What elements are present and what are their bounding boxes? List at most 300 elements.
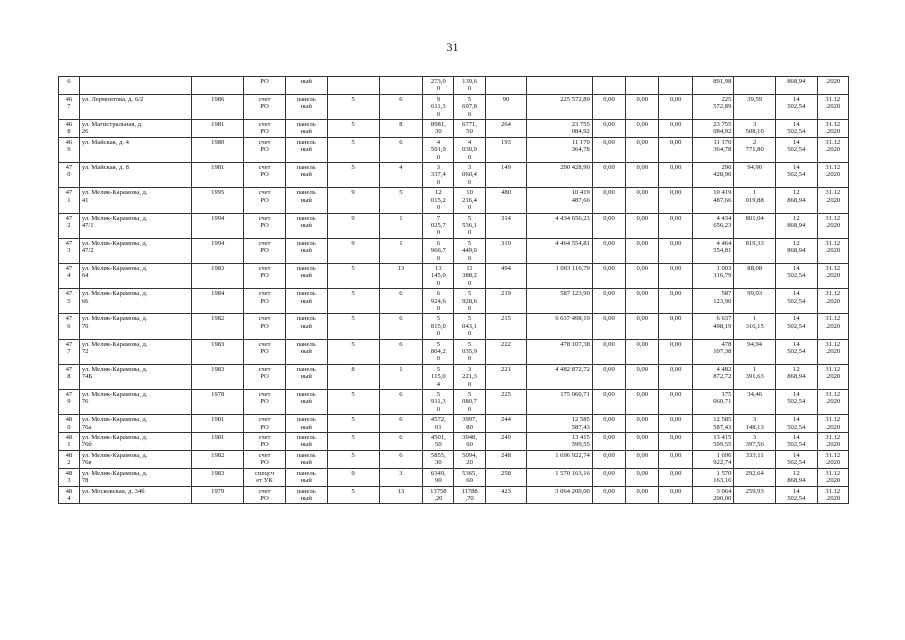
cell-entrances: 6 <box>379 390 423 415</box>
cell-total-area: 6349, 90 <box>423 468 454 486</box>
cell-total-area: 5855, 30 <box>423 450 454 468</box>
cell-residents: 222 <box>485 339 527 364</box>
cell-cost-owners: 11 170 364,78 <box>692 137 734 162</box>
cell-residents: 90 <box>485 94 527 119</box>
cell-total-cost: 587 123,90 <box>527 289 593 314</box>
cell-entrances: 6 <box>379 314 423 339</box>
cell-cost-fund-b: 0,00 <box>626 289 659 314</box>
cell-year-built: 1983 <box>192 339 244 364</box>
cell-cost-owners: 290 428,90 <box>692 163 734 188</box>
cell-fund-account: счет РО <box>244 238 286 263</box>
cell-living-area: 5365, 60 <box>454 468 485 486</box>
cell-year-built: 1980 <box>192 137 244 162</box>
cell-cost-owners: 891,98 <box>692 77 734 95</box>
cell-cost-fund-c: 0,00 <box>659 263 692 288</box>
cell-cost-fund-c: 0,00 <box>659 238 692 263</box>
housing-registry-table <box>58 76 849 504</box>
cell-floors: 5 <box>327 289 379 314</box>
cell-max-cost: 12 868,94 <box>776 188 818 213</box>
cell-cost-fund-a: 0,00 <box>592 163 625 188</box>
cell-completion-date: 31.12 .2020 <box>817 120 848 138</box>
table-row <box>59 188 849 213</box>
cell-wall-material: панель ный <box>285 263 327 288</box>
cell-cost-fund-b: 0,00 <box>626 433 659 451</box>
cell-year-built: 1986 <box>192 94 244 119</box>
cell-floors: 5 <box>327 120 379 138</box>
cell-specific-cost: 3 397,56 <box>734 433 776 451</box>
cell-year-built: 1981 <box>192 433 244 451</box>
cell-cost-fund-a: 0,00 <box>592 137 625 162</box>
cell-cost-owners: 13 415 599,55 <box>692 433 734 451</box>
cell-cost-fund-c: 0,00 <box>659 468 692 486</box>
page-number: 31 <box>446 40 459 54</box>
cell-cost-fund-c: 0,00 <box>659 415 692 433</box>
cell-living-area: 5 449,0 0 <box>454 238 485 263</box>
cell-residents: 244 <box>485 415 527 433</box>
cell-wall-material: панель ный <box>285 120 327 138</box>
cell-living-area: 6771, 50 <box>454 120 485 138</box>
cell-residents: 314 <box>485 213 527 238</box>
cell-completion-date: .2020 <box>817 77 848 95</box>
cell-living-area: 5 080,7 0 <box>454 390 485 415</box>
cell-specific-cost: 3 148,13 <box>734 415 776 433</box>
cell-address: ул. Майская, д. 8 <box>79 163 191 188</box>
cell-cost-fund-b: 0,00 <box>626 390 659 415</box>
cell-cost-fund-a: 0,00 <box>592 213 625 238</box>
cell-row-number: 47 6 <box>59 314 80 339</box>
cell-max-cost: 12 868,94 <box>776 364 818 389</box>
cell-specific-cost: 801,04 <box>734 213 776 238</box>
cell-entrances: 6 <box>379 433 423 451</box>
cell-living-area: 11788 ,70 <box>454 486 485 504</box>
cell-year-built: 1994 <box>192 238 244 263</box>
cell-wall-material: панель ный <box>285 450 327 468</box>
cell-year-built: 1982 <box>192 314 244 339</box>
cell-floors: 5 <box>327 163 379 188</box>
cell-cost-fund-b: 0,00 <box>626 450 659 468</box>
cell-row-number: 47 3 <box>59 238 80 263</box>
cell-cost-fund-b: 0,00 <box>626 238 659 263</box>
cell-fund-account: счет РО <box>244 415 286 433</box>
cell-cost-fund-b: 0,00 <box>626 263 659 288</box>
cell-entrances: 6 <box>379 415 423 433</box>
table-row <box>59 238 849 263</box>
cell-floors: 5 <box>327 486 379 504</box>
cell-fund-account: счет РО <box>244 289 286 314</box>
cell-completion-date: 31.12 .2020 <box>817 415 848 433</box>
table-row <box>59 77 849 95</box>
cell-cost-fund-c: 0,00 <box>659 390 692 415</box>
cell-total-cost: 478 107,38 <box>527 339 593 364</box>
cell-total-area: 5 911,3 0 <box>423 390 454 415</box>
cell-total-cost: 13 415 599,55 <box>527 433 593 451</box>
cell-row-number: 48 4 <box>59 486 80 504</box>
cell-address: ул. Мелик-Карамова, д. 41 <box>79 188 191 213</box>
cell-cost-fund-c: 0,00 <box>659 486 692 504</box>
cell-living-area: 5 928,6 0 <box>454 289 485 314</box>
cell-max-cost: 12 868,94 <box>776 213 818 238</box>
cell-fund-account: спецсч ет УК <box>244 468 286 486</box>
cell-total-area: 4501, 50 <box>423 433 454 451</box>
cell-completion-date: 31.12 .2020 <box>817 238 848 263</box>
cell-specific-cost: 1 019,88 <box>734 188 776 213</box>
cell-floors: 5 <box>327 450 379 468</box>
table-row <box>59 468 849 486</box>
table-row <box>59 163 849 188</box>
cell-max-cost: 14 502,54 <box>776 120 818 138</box>
cell-wall-material: панель ный <box>285 433 327 451</box>
cell-fund-account: счет РО <box>244 314 286 339</box>
cell-entrances <box>379 77 423 95</box>
cell-fund-account: счет РО <box>244 433 286 451</box>
cell-entrances: 1 <box>379 238 423 263</box>
cell-cost-fund-b: 0,00 <box>626 468 659 486</box>
cell-cost-owners: 587 123,90 <box>692 289 734 314</box>
cell-wall-material: панель ный <box>285 289 327 314</box>
cell-floors: 5 <box>327 415 379 433</box>
cell-wall-material: панель ный <box>285 188 327 213</box>
cell-wall-material: панель ный <box>285 238 327 263</box>
cell-completion-date: 31.12 .2020 <box>817 94 848 119</box>
cell-total-cost <box>527 77 593 95</box>
cell-floors: 9 <box>327 468 379 486</box>
cell-cost-fund-a <box>592 77 625 95</box>
cell-entrances: 1 <box>379 213 423 238</box>
cell-residents <box>485 77 527 95</box>
cell-cost-fund-c: 0,00 <box>659 188 692 213</box>
cell-floors: 5 <box>327 137 379 162</box>
cell-completion-date: 31.12 .2020 <box>817 486 848 504</box>
cell-row-number: 48 0 <box>59 415 80 433</box>
cell-cost-fund-b <box>626 77 659 95</box>
cell-entrances: 6 <box>379 450 423 468</box>
cell-living-area: 5094, 20 <box>454 450 485 468</box>
cell-address: ул. Мелик-Карамова, д. 76б <box>79 433 191 451</box>
cell-address: ул. Лермонтова, д. 6/2 <box>79 94 191 119</box>
cell-row-number: 48 2 <box>59 450 80 468</box>
cell-cost-fund-c: 0,00 <box>659 213 692 238</box>
cell-entrances: 13 <box>379 486 423 504</box>
cell-year-built: 1982 <box>192 450 244 468</box>
cell-entrances: 6 <box>379 94 423 119</box>
cell-living-area: 5 043,1 0 <box>454 314 485 339</box>
cell-completion-date: 31.12 .2020 <box>817 314 848 339</box>
cell-residents: 249 <box>485 433 527 451</box>
cell-year-built: 1995 <box>192 188 244 213</box>
cell-total-area: 6 966,7 0 <box>423 238 454 263</box>
cell-residents: 480 <box>485 188 527 213</box>
cell-residents: 219 <box>485 289 527 314</box>
cell-completion-date: 31.12 .2020 <box>817 188 848 213</box>
cell-max-cost: 14 502,54 <box>776 450 818 468</box>
cell-total-area: 13 145,0 0 <box>423 263 454 288</box>
cell-specific-cost: 3 508,10 <box>734 120 776 138</box>
cell-floors: 5 <box>327 390 379 415</box>
cell-fund-account: счет РО <box>244 137 286 162</box>
cell-cost-fund-a: 0,00 <box>592 339 625 364</box>
cell-cost-owners: 1 003 116,79 <box>692 263 734 288</box>
cell-wall-material: панель ный <box>285 364 327 389</box>
cell-living-area: 3948, 60 <box>454 433 485 451</box>
cell-cost-owners: 12 585 587,43 <box>692 415 734 433</box>
cell-address: ул. Мелик-Карамова, д. 47/2 <box>79 238 191 263</box>
cell-address: ул. Мелик-Карамова, д. 76а <box>79 415 191 433</box>
cell-completion-date: 31.12 .2020 <box>817 390 848 415</box>
cell-row-number: 47 2 <box>59 213 80 238</box>
cell-total-cost: 4 482 872,72 <box>527 364 593 389</box>
cell-floors: 9 <box>327 188 379 213</box>
cell-year-built: 1978 <box>192 390 244 415</box>
cell-total-area: 12 015,2 0 <box>423 188 454 213</box>
cell-wall-material: панель ный <box>285 94 327 119</box>
cell-cost-fund-b: 0,00 <box>626 120 659 138</box>
cell-cost-fund-c: 0,00 <box>659 163 692 188</box>
cell-specific-cost: 39,59 <box>734 94 776 119</box>
cell-floors: 8 <box>327 364 379 389</box>
table-row <box>59 364 849 389</box>
cell-entrances: 6 <box>379 289 423 314</box>
cell-cost-fund-b: 0,00 <box>626 339 659 364</box>
table-row <box>59 415 849 433</box>
cell-total-area: 7 025,7 0 <box>423 213 454 238</box>
cell-total-cost: 225 572,89 <box>527 94 593 119</box>
cell-residents: 248 <box>485 450 527 468</box>
cell-total-cost: 175 060,71 <box>527 390 593 415</box>
cell-row-number: 47 4 <box>59 263 80 288</box>
cell-cost-fund-a: 0,00 <box>592 390 625 415</box>
cell-fund-account: счет РО <box>244 450 286 468</box>
cell-wall-material: панель ный <box>285 415 327 433</box>
cell-entrances: 5 <box>379 188 423 213</box>
cell-specific-cost: 819,33 <box>734 238 776 263</box>
cell-living-area: 11 388,2 0 <box>454 263 485 288</box>
cell-total-cost: 290 428,90 <box>527 163 593 188</box>
cell-total-cost: 3 064 200,00 <box>527 486 593 504</box>
cell-cost-fund-a: 0,00 <box>592 289 625 314</box>
cell-address: ул. Мелик-Карамова, д. 76в <box>79 450 191 468</box>
cell-max-cost: 14 502,54 <box>776 137 818 162</box>
cell-fund-account: счет РО <box>244 339 286 364</box>
cell-cost-fund-b: 0,00 <box>626 188 659 213</box>
table-row <box>59 450 849 468</box>
cell-entrances: 4 <box>379 163 423 188</box>
cell-cost-fund-a: 0,00 <box>592 314 625 339</box>
cell-row-number: 48 1 <box>59 433 80 451</box>
cell-floors: 5 <box>327 263 379 288</box>
cell-floors: 5 <box>327 433 379 451</box>
cell-living-area: 5 697,8 0 <box>454 94 485 119</box>
cell-completion-date: 31.12 .2020 <box>817 468 848 486</box>
cell-total-cost: 10 419 487,66 <box>527 188 593 213</box>
cell-row-number: 47 8 <box>59 364 80 389</box>
cell-completion-date: 31.12 .2020 <box>817 137 848 162</box>
table-row <box>59 213 849 238</box>
cell-year-built: 1983 <box>192 364 244 389</box>
cell-completion-date: 31.12 .2020 <box>817 263 848 288</box>
cell-cost-owners: 3 064 200,00 <box>692 486 734 504</box>
cell-residents: 264 <box>485 120 527 138</box>
cell-row-number: 47 1 <box>59 188 80 213</box>
cell-year-built: 1984 <box>192 289 244 314</box>
cell-completion-date: 31.12 .2020 <box>817 450 848 468</box>
cell-cost-fund-b: 0,00 <box>626 94 659 119</box>
cell-total-area: 13758 ,20 <box>423 486 454 504</box>
cell-row-number: 46 8 <box>59 120 80 138</box>
cell-row-number: 46 9 <box>59 137 80 162</box>
cell-cost-fund-c: 0,00 <box>659 120 692 138</box>
cell-max-cost: 12 868,94 <box>776 238 818 263</box>
cell-floors: 5 <box>327 94 379 119</box>
cell-wall-material: панель ный <box>285 390 327 415</box>
cell-cost-fund-c: 0,00 <box>659 364 692 389</box>
cell-cost-fund-c: 0,00 <box>659 94 692 119</box>
cell-residents: 221 <box>485 364 527 389</box>
cell-cost-owners: 4 464 554,81 <box>692 238 734 263</box>
cell-year-built <box>192 77 244 95</box>
cell-address: ул. Майская, д. 4 <box>79 137 191 162</box>
cell-residents: 215 <box>485 314 527 339</box>
cell-residents: 193 <box>485 137 527 162</box>
table-row <box>59 390 849 415</box>
cell-completion-date: 31.12 .2020 <box>817 433 848 451</box>
cell-residents: 149 <box>485 163 527 188</box>
cell-fund-account: счет РО <box>244 163 286 188</box>
cell-row-number: 47 7 <box>59 339 80 364</box>
cell-completion-date: 31.12 .2020 <box>817 213 848 238</box>
cell-entrances: 1 <box>379 364 423 389</box>
cell-cost-owners: 23 755 084,92 <box>692 120 734 138</box>
cell-cost-fund-a: 0,00 <box>592 263 625 288</box>
cell-fund-account: счет РО <box>244 364 286 389</box>
cell-specific-cost: 2 771,80 <box>734 137 776 162</box>
cell-wall-material: панель ный <box>285 314 327 339</box>
cell-fund-account: счет РО <box>244 188 286 213</box>
cell-total-cost: 1 696 922,74 <box>527 450 593 468</box>
cell-entrances: 6 <box>379 137 423 162</box>
cell-max-cost: 868,94 <box>776 77 818 95</box>
cell-max-cost: 14 502,54 <box>776 314 818 339</box>
cell-specific-cost: 94,90 <box>734 163 776 188</box>
cell-cost-fund-a: 0,00 <box>592 120 625 138</box>
cell-year-built: 1994 <box>192 213 244 238</box>
cell-fund-account: счет РО <box>244 94 286 119</box>
cell-living-area: 3997, 80 <box>454 415 485 433</box>
cell-specific-cost: 1 391,63 <box>734 364 776 389</box>
cell-total-area: 4572, 01 <box>423 415 454 433</box>
cell-total-area: 273,0 0 <box>423 77 454 95</box>
cell-max-cost: 14 502,54 <box>776 94 818 119</box>
cell-specific-cost: 292,64 <box>734 468 776 486</box>
cell-cost-fund-c: 0,00 <box>659 450 692 468</box>
cell-address: ул. Мелик-Карамова, д. 47/1 <box>79 213 191 238</box>
cell-max-cost: 14 502,54 <box>776 289 818 314</box>
cell-cost-fund-a: 0,00 <box>592 238 625 263</box>
cell-wall-material: панель ный <box>285 339 327 364</box>
cell-cost-fund-b: 0,00 <box>626 486 659 504</box>
table-row <box>59 120 849 138</box>
cell-living-area: 4 030,0 0 <box>454 137 485 162</box>
cell-fund-account: РО <box>244 77 286 95</box>
cell-cost-fund-a: 0,00 <box>592 188 625 213</box>
cell-total-cost: 12 585 587,43 <box>527 415 593 433</box>
cell-entrances: 8 <box>379 120 423 138</box>
cell-cost-owners: 6 637 498,19 <box>692 314 734 339</box>
cell-cost-fund-c: 0,00 <box>659 339 692 364</box>
cell-year-built: 1981 <box>192 120 244 138</box>
cell-specific-cost: 333,11 <box>734 450 776 468</box>
table-row <box>59 339 849 364</box>
cell-address: ул. Мелик-Карамова, д. 70 <box>79 314 191 339</box>
cell-total-cost: 11 170 364,78 <box>527 137 593 162</box>
cell-wall-material: панель ный <box>285 137 327 162</box>
cell-cost-owners: 478 107,38 <box>692 339 734 364</box>
cell-max-cost: 14 502,54 <box>776 433 818 451</box>
cell-living-area: 3 060,4 0 <box>454 163 485 188</box>
cell-floors: 5 <box>327 314 379 339</box>
cell-fund-account: счет РО <box>244 120 286 138</box>
cell-year-built: 1981 <box>192 415 244 433</box>
cell-completion-date: 31.12 .2020 <box>817 163 848 188</box>
cell-fund-account: счет РО <box>244 263 286 288</box>
cell-address: ул. Мелик-Карамова, д. 66 <box>79 289 191 314</box>
table-row <box>59 263 849 288</box>
cell-cost-fund-c: 0,00 <box>659 289 692 314</box>
cell-total-cost: 6 637 498,19 <box>527 314 593 339</box>
cell-wall-material: панель ный <box>285 213 327 238</box>
cell-specific-cost: 94,94 <box>734 339 776 364</box>
cell-completion-date: 31.12 .2020 <box>817 289 848 314</box>
cell-specific-cost: 1 316,15 <box>734 314 776 339</box>
cell-floors: 5 <box>327 339 379 364</box>
cell-total-cost: 4 464 554,81 <box>527 238 593 263</box>
cell-row-number: 47 9 <box>59 390 80 415</box>
cell-total-area: 3 337,4 0 <box>423 163 454 188</box>
cell-residents: 423 <box>485 486 527 504</box>
cell-entrances: 6 <box>379 339 423 364</box>
cell-completion-date: 31.12 .2020 <box>817 364 848 389</box>
cell-total-cost: 23 755 084,92 <box>527 120 593 138</box>
cell-max-cost: 14 502,54 <box>776 339 818 364</box>
cell-wall-material: панель ный <box>285 486 327 504</box>
cell-address: ул. Мелик-Карамова, д. 78 <box>79 468 191 486</box>
cell-row-number: 47 5 <box>59 289 80 314</box>
cell-fund-account: счет РО <box>244 486 286 504</box>
cell-specific-cost: 88,08 <box>734 263 776 288</box>
cell-specific-cost: 259,93 <box>734 486 776 504</box>
cell-cost-fund-c <box>659 77 692 95</box>
cell-cost-fund-a: 0,00 <box>592 433 625 451</box>
cell-cost-fund-c: 0,00 <box>659 314 692 339</box>
cell-year-built: 1979 <box>192 486 244 504</box>
cell-total-area: 4 501,9 0 <box>423 137 454 162</box>
cell-entrances: 3 <box>379 468 423 486</box>
cell-total-area: 9 611,3 0 <box>423 94 454 119</box>
cell-cost-owners: 225 572,89 <box>692 94 734 119</box>
cell-cost-owners: 4 482 872,72 <box>692 364 734 389</box>
cell-row-number: 48 3 <box>59 468 80 486</box>
cell-row-number: 6 <box>59 77 80 95</box>
cell-max-cost: 14 502,54 <box>776 486 818 504</box>
cell-specific-cost: 34,46 <box>734 390 776 415</box>
cell-address: ул. Московская, д. 34б <box>79 486 191 504</box>
cell-total-area: 8981, 30 <box>423 120 454 138</box>
cell-cost-fund-b: 0,00 <box>626 137 659 162</box>
cell-address: ул. Мелик-Карамова, д. 64 <box>79 263 191 288</box>
cell-floors: 9 <box>327 238 379 263</box>
cell-cost-fund-a: 0,00 <box>592 486 625 504</box>
cell-living-area: 10 216,4 0 <box>454 188 485 213</box>
cell-fund-account: счет РО <box>244 213 286 238</box>
